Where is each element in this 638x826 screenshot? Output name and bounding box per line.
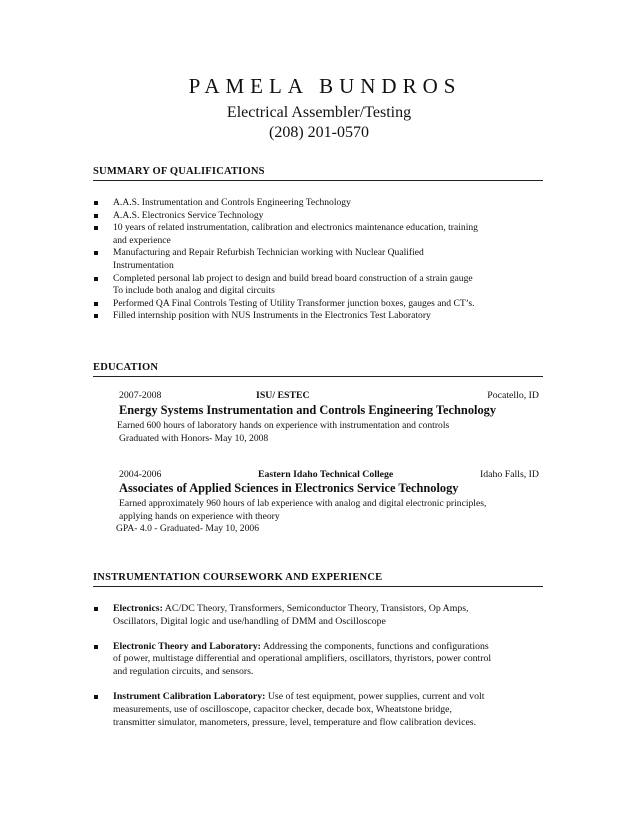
summary-item xyxy=(93,222,543,247)
summary-item xyxy=(93,210,543,223)
bullet-icon xyxy=(94,607,98,611)
education-line: Earned 600 hours of laboratory hands on experience with instrumentation and controls xyxy=(117,420,450,431)
coursework-line: of power, multistage differential and operational amplifiers, oscillators, thyristors, power control xyxy=(113,653,492,665)
education-location: Idaho Falls, ID xyxy=(479,469,539,480)
education-line: applying hands on experience with theory xyxy=(119,510,280,522)
coursework-list xyxy=(93,603,545,741)
summary-item xyxy=(93,273,543,298)
summary-item xyxy=(93,298,543,311)
summary-list xyxy=(93,197,543,323)
bullet-icon xyxy=(94,695,98,699)
summary-item-line: A.A.S. Instrumentation and Controls Engineering Technology xyxy=(113,197,351,208)
education-degree: Energy Systems Instrumentation and Controls Engineering Technology xyxy=(119,403,497,417)
education-years: 2004-2006 xyxy=(119,469,162,480)
coursework-line xyxy=(113,691,545,704)
education-line: Earned approximately 960 hours of lab experience with analog and digital electronic principles, xyxy=(119,498,487,509)
summary-item xyxy=(93,197,543,210)
summary-item-line: Instrumentation xyxy=(113,259,174,271)
coursework-item xyxy=(93,641,545,679)
education-heading: EDUCATION xyxy=(93,362,543,377)
education-entry-1-header xyxy=(119,390,539,403)
phone-number: (208) 201-0570 xyxy=(269,124,369,141)
bullet-icon xyxy=(94,645,98,649)
summary-item-line: Filled internship position with NUS Instruments in the Electronics Test Laboratory xyxy=(113,310,431,322)
coursework-label: Electronic Theory and Laboratory: xyxy=(113,640,261,652)
summary-item-line: Manufacturing and Repair Refurbish Technician working with Nuclear Qualified xyxy=(113,247,424,259)
coursework-line: transmitter simulator, manometers, pressure, level, temperature and flow calibration devices. xyxy=(113,716,477,728)
coursework-item xyxy=(93,603,545,629)
coursework-heading: INSTRUMENTATION COURSEWORK AND EXPERIENCE xyxy=(93,572,543,587)
bullet-icon xyxy=(94,277,98,281)
education-description xyxy=(117,420,449,445)
summary-item xyxy=(93,310,543,323)
coursework-line: Oscillators, Digital logic and use/handling of DMM and Oscilloscope xyxy=(113,615,386,627)
job-title: Electrical Assembler/Testing xyxy=(226,104,412,121)
coursework-line: measurements, use of oscilloscope, capacitor checker, decade box, Wheatstone bridge, xyxy=(113,703,452,715)
summary-heading: SUMMARY OF QUALIFICATIONS xyxy=(93,166,543,181)
coursework-line: and regulation circuits, and sensors. xyxy=(113,666,254,678)
coursework-label: Instrument Calibration Laboratory: xyxy=(113,690,266,702)
education-school: ISU/ ESTEC xyxy=(256,390,310,401)
coursework-line xyxy=(113,641,545,654)
bullet-icon xyxy=(94,302,98,306)
education-line: GPA- 4.0 - Graduated- May 10, 2006 xyxy=(116,523,259,535)
candidate-name: PAMELA BUNDROS xyxy=(188,74,462,98)
summary-item-line: Completed personal lab project to design and build bread board construction of a strain gauge xyxy=(113,272,473,284)
summary-item-line: 10 years of related instrumentation, calibration and electronics maintenance education, training xyxy=(113,222,478,234)
summary-item-line: Performed QA Final Controls Testing of Utility Transformer junction boxes, gauges and CT’s. xyxy=(113,297,475,309)
bullet-icon xyxy=(94,214,98,218)
education-school: Eastern Idaho Technical College xyxy=(258,469,394,480)
education-line: Graduated with Honors- May 10, 2008 xyxy=(119,432,269,444)
summary-item-line: and experience xyxy=(113,234,171,246)
education-location: Pocatello, ID xyxy=(487,390,539,401)
coursework-item xyxy=(93,691,545,729)
coursework-text: Addressing the components, functions and configurations xyxy=(260,640,489,652)
summary-item-line: A.A.S. Electronics Service Technology xyxy=(113,209,264,221)
coursework-text: AC/DC Theory, Transformers, Semiconductor Theory, Transistors, Op Amps, xyxy=(162,603,469,614)
coursework-text: Use of test equipment, power supplies, current and volt xyxy=(265,690,485,702)
bullet-icon xyxy=(94,314,98,318)
coursework-line xyxy=(113,603,545,616)
bullet-icon xyxy=(94,201,98,205)
bullet-icon xyxy=(94,251,98,255)
education-degree: Associates of Applied Sciences in Electronics Service Technology xyxy=(119,481,459,495)
bullet-icon xyxy=(94,226,98,230)
summary-item-line: To include both analog and digital circuits xyxy=(113,285,275,297)
education-years: 2007-2008 xyxy=(119,390,162,401)
coursework-label: Electronics: xyxy=(113,603,163,614)
education-description xyxy=(116,498,487,536)
summary-item xyxy=(93,247,543,272)
